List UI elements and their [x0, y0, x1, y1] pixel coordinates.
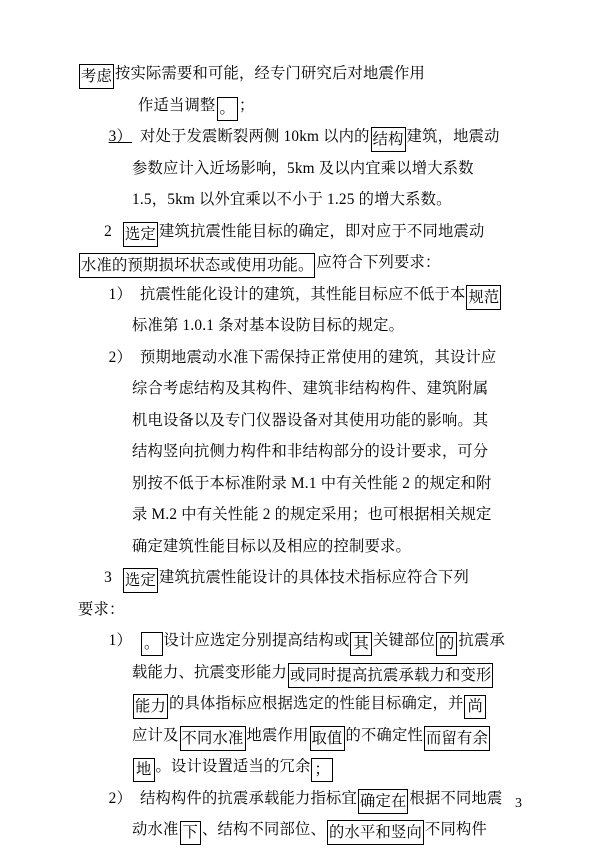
text-run: 抗震承	[458, 632, 505, 649]
text-line	[78, 436, 522, 468]
text-line	[78, 247, 522, 279]
text-line	[78, 531, 522, 563]
text-run: 建筑，地震动	[406, 128, 500, 145]
text-line	[78, 688, 522, 720]
highlighted-text: 而留有余	[424, 726, 490, 751]
text-run: 。设计设置适当的冗余	[155, 758, 311, 775]
text-run: 地震作用	[246, 726, 309, 744]
line-content	[140, 279, 522, 311]
paragraph	[78, 58, 522, 121]
text-run: 按实际需要和可能，经专门研究后对地震作用	[115, 65, 425, 82]
text-run: 预期地震动水准下需保持正常使用的建筑，其设计应	[140, 348, 497, 366]
text-line	[78, 58, 522, 90]
text-run: 别按不低于本标准附录 M.1 中有关性能 2 的规定和附	[132, 474, 492, 492]
text-run: 设计应选定分别提高	[163, 632, 303, 649]
text-line	[78, 121, 522, 153]
text-line	[78, 751, 522, 783]
paragraph	[78, 342, 522, 563]
text-run: 1.5，5km 以外宜乘以不小于 1.25 的增大系数。	[132, 191, 452, 208]
text-run: 要求：	[78, 600, 125, 618]
text-line	[78, 405, 522, 437]
paragraph	[78, 783, 522, 846]
list-marker: 2）	[108, 348, 132, 366]
text-line	[78, 184, 522, 216]
line-content	[140, 121, 522, 153]
text-line	[78, 216, 522, 248]
list-marker: 2）	[108, 789, 132, 807]
text-run: 应根据选定的性能目标确定，并	[246, 695, 464, 712]
page-number: 3	[515, 796, 522, 811]
text-run: 结构竖向抗侧力构件和非结构部分的设计要求，可分	[132, 443, 489, 460]
highlighted-text: 或同时提高抗震承载力和变形	[288, 663, 493, 688]
text-run: 不同构件	[424, 821, 487, 838]
highlighted-text: 能力	[133, 694, 168, 719]
text-run: 确定建筑性能目标以及相应的控制要求。	[132, 537, 411, 555]
text-run: 建筑抗震性能设计	[159, 569, 283, 586]
text-run: 对处于	[140, 128, 187, 145]
text-line	[78, 373, 522, 405]
highlighted-text: 考虑	[79, 64, 114, 89]
paragraph	[78, 625, 522, 783]
list-marker: 3	[104, 569, 112, 586]
line-content	[140, 342, 522, 374]
highlighted-text: 选定	[123, 568, 158, 593]
highlighted-text: 取值	[310, 726, 345, 751]
text-run: 根据不同地震	[409, 789, 503, 807]
paragraph	[78, 121, 522, 216]
highlighted-text: 选定	[123, 222, 158, 247]
text-line	[78, 783, 522, 815]
highlighted-text: 确定在	[358, 789, 409, 814]
text-run: 建筑抗震性能目标的确定，即对应于不同地震动	[159, 222, 485, 240]
text-run: 、结构不同部位、	[202, 821, 326, 838]
highlighted-text: 的水平和竖向	[327, 820, 424, 845]
text-run: 载能力、抗震变形能力	[132, 663, 287, 681]
highlighted-text: 。	[141, 632, 163, 656]
text-run: 抗震性能化设计的建筑，其性能目标应不低于本	[140, 285, 466, 303]
highlighted-text: 尚	[464, 695, 486, 719]
text-run: 标准第 1.0.1 条对基本设防目标的规定。	[132, 317, 405, 334]
text-line	[78, 499, 522, 531]
text-line	[78, 90, 522, 122]
highlighted-text: 不同水准	[180, 726, 246, 751]
highlighted-text: 下	[180, 821, 202, 845]
highlighted-text: ；	[311, 758, 333, 782]
text-run: 结构或	[302, 632, 350, 649]
text-line	[78, 657, 522, 689]
text-run: 关键部位	[372, 632, 435, 649]
highlighted-text: 规范	[466, 285, 501, 310]
text-run: 应符合下列要求：	[316, 254, 441, 271]
line-content	[122, 216, 522, 248]
text-run: 动水准	[132, 821, 179, 838]
text-run: 参数应计入近场影响，5km 及以内宜乘以增大系数	[132, 159, 474, 177]
text-run: ；	[239, 96, 255, 114]
text-run: 录 M.2 中有关性能 2 的规定采用；也可根据相关规定	[132, 506, 492, 523]
text-run: 作适当调整	[138, 96, 216, 114]
paragraph	[78, 279, 522, 342]
text-line	[78, 562, 522, 594]
document-body	[78, 58, 522, 846]
text-line	[78, 310, 522, 342]
text-run: 应计及	[132, 726, 179, 744]
paragraph	[78, 216, 522, 279]
text-run: 的不确定性	[345, 726, 423, 744]
list-marker: 2	[104, 222, 112, 240]
highlighted-text: 的	[436, 632, 458, 656]
highlighted-text: 。	[217, 97, 239, 121]
text-line	[78, 814, 522, 846]
line-content	[140, 625, 522, 657]
list-marker: 1）	[108, 632, 132, 649]
text-run: 的具体指标	[169, 695, 247, 712]
text-line	[78, 468, 522, 500]
list-marker: 3）	[108, 128, 132, 145]
highlighted-text: 结构	[371, 127, 406, 152]
highlighted-text: 水准的预期损坏状态或使用功能。	[79, 253, 315, 278]
text-run: 结构构件的抗震承载能力指标宜	[140, 789, 357, 807]
list-marker: 1）	[108, 285, 132, 303]
highlighted-text: 其	[350, 632, 372, 656]
text-line	[78, 720, 522, 752]
line-content	[122, 562, 522, 594]
text-run: 发震断裂两侧 10km 以内的	[186, 128, 370, 145]
text-line	[78, 279, 522, 311]
text-run: 综合考虑结构及其构件、建筑非结构构件、建筑附属	[132, 380, 489, 397]
text-run: 机电设备以及专门仪器设备对其使用功能的影响。其	[132, 411, 489, 429]
text-line	[78, 153, 522, 185]
paragraph	[78, 562, 522, 625]
text-line	[78, 594, 522, 626]
line-content	[140, 783, 522, 815]
text-run: 的具体技术指标应符合下列	[282, 569, 469, 586]
highlighted-text: 地	[133, 758, 155, 782]
text-line	[78, 342, 522, 374]
text-line	[78, 625, 522, 657]
